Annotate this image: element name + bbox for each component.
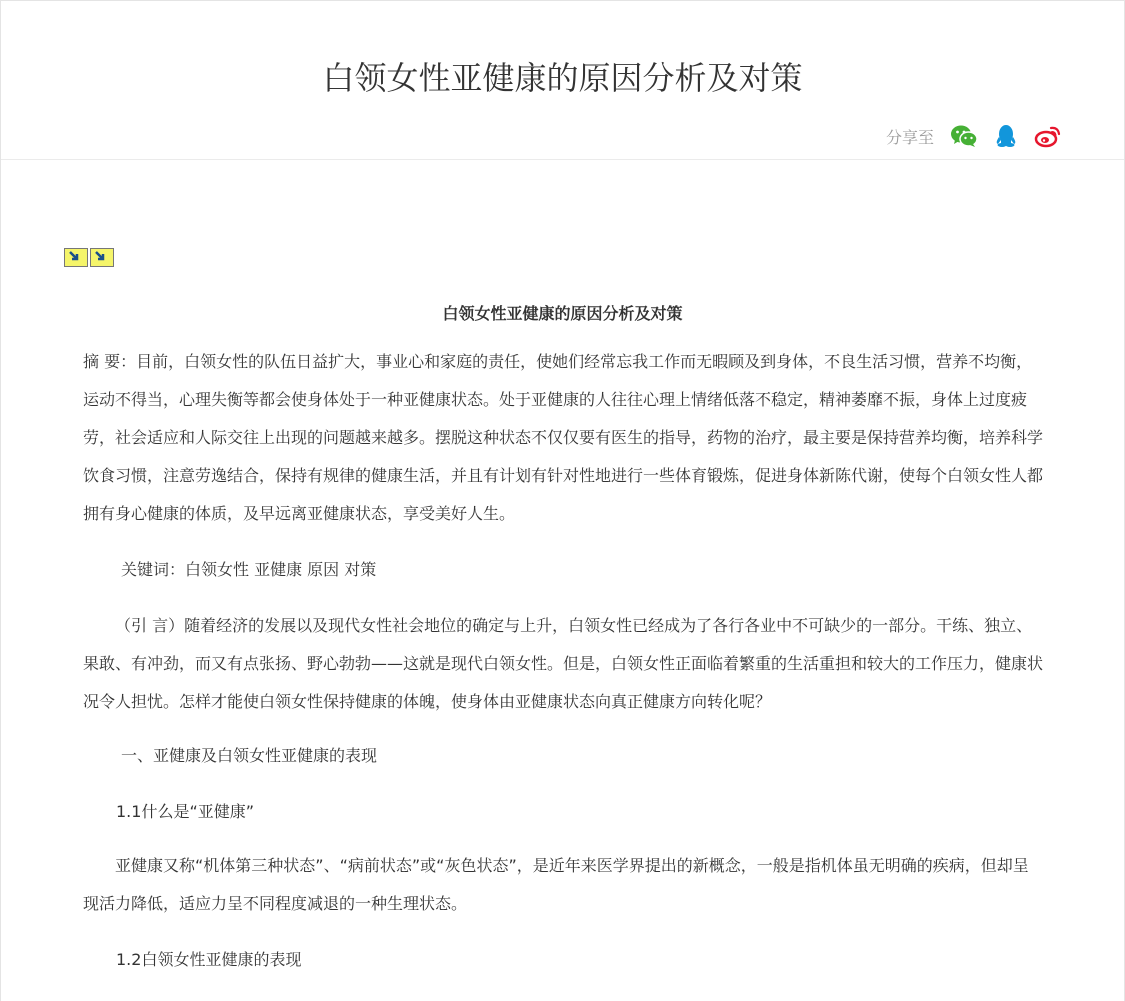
page-title: 白领女性亚健康的原因分析及对策 xyxy=(322,59,803,97)
share-label: 分享至 xyxy=(885,127,934,147)
section-heading: 一、亚健康及白领女性亚健康的表现 xyxy=(121,746,378,765)
intro-paragraph: （引 言）随着经济的发展以及现代女性社会地位的确定与上升，白领女性已经成为了各行各业中不可缺少的一部分。干练、独立、果敢、有冲劲，而又有点张扬、野心勃勃——这就是现代白领女性。但是，白领女性正面临着繁重的生活重担和较大的工作压力，健康状况令人担忧。怎样才能使白领女性保持健康的体魄，使身体由亚健康状态向真正健康方向转化呢？ xyxy=(83,616,1044,711)
subsection-heading: 1.2白领女性亚健康的表现 xyxy=(116,950,302,969)
wechat-icon[interactable] xyxy=(950,123,978,149)
weibo-icon[interactable] xyxy=(1034,123,1062,149)
article-subtitle: 白领女性亚健康的原因分析及对策 xyxy=(442,304,683,323)
article-header xyxy=(1,1,1124,160)
arrow-icon[interactable] xyxy=(64,248,88,267)
doc-nav-buttons xyxy=(64,248,116,267)
arrow-icon[interactable] xyxy=(90,248,114,267)
keywords-paragraph: 关键词：白领女性 亚健康 原因 对策 xyxy=(121,560,377,579)
subsection-heading: 1.1什么是“亚健康” xyxy=(116,802,255,821)
share-bar xyxy=(886,123,1062,149)
subsection-paragraph: 亚健康又称“机体第三种状态”、“病前状态”或“灰色状态”，是近年来医学界提出的新概念，一般是指机体虽无明确的疾病，但却呈现活力降低，适应力呈不同程度减退的一种生理状态。 xyxy=(83,856,1029,913)
qq-icon[interactable] xyxy=(992,123,1020,149)
abstract-paragraph: 摘 要：目前，白领女性的队伍日益扩大，事业心和家庭的责任，使她们经常忘我工作而无暇顾及到身体，不良生活习惯，营养不均衡，运动不得当，心理失衡等都会使身体处于一种亚健康状态。处于亚健康的人往往心理上情绪低落不稳定，精神萎靡不振，身体上过度疲劳，社会适应和人际交往上出现的问题越来越多。摆脱这种状态不仅仅要有医生的指导，药物的治疗，最主要是保持营养均衡，培养科学饮食习惯，注意劳逸结合，保持有规律的健康生活，并且有计划有针对性地进行一些体育锻炼，促进身体新陈代谢，使每个白领女性人都拥有身心健康的体质，及早远离亚健康状态，享受美好人生。 xyxy=(83,352,1044,523)
